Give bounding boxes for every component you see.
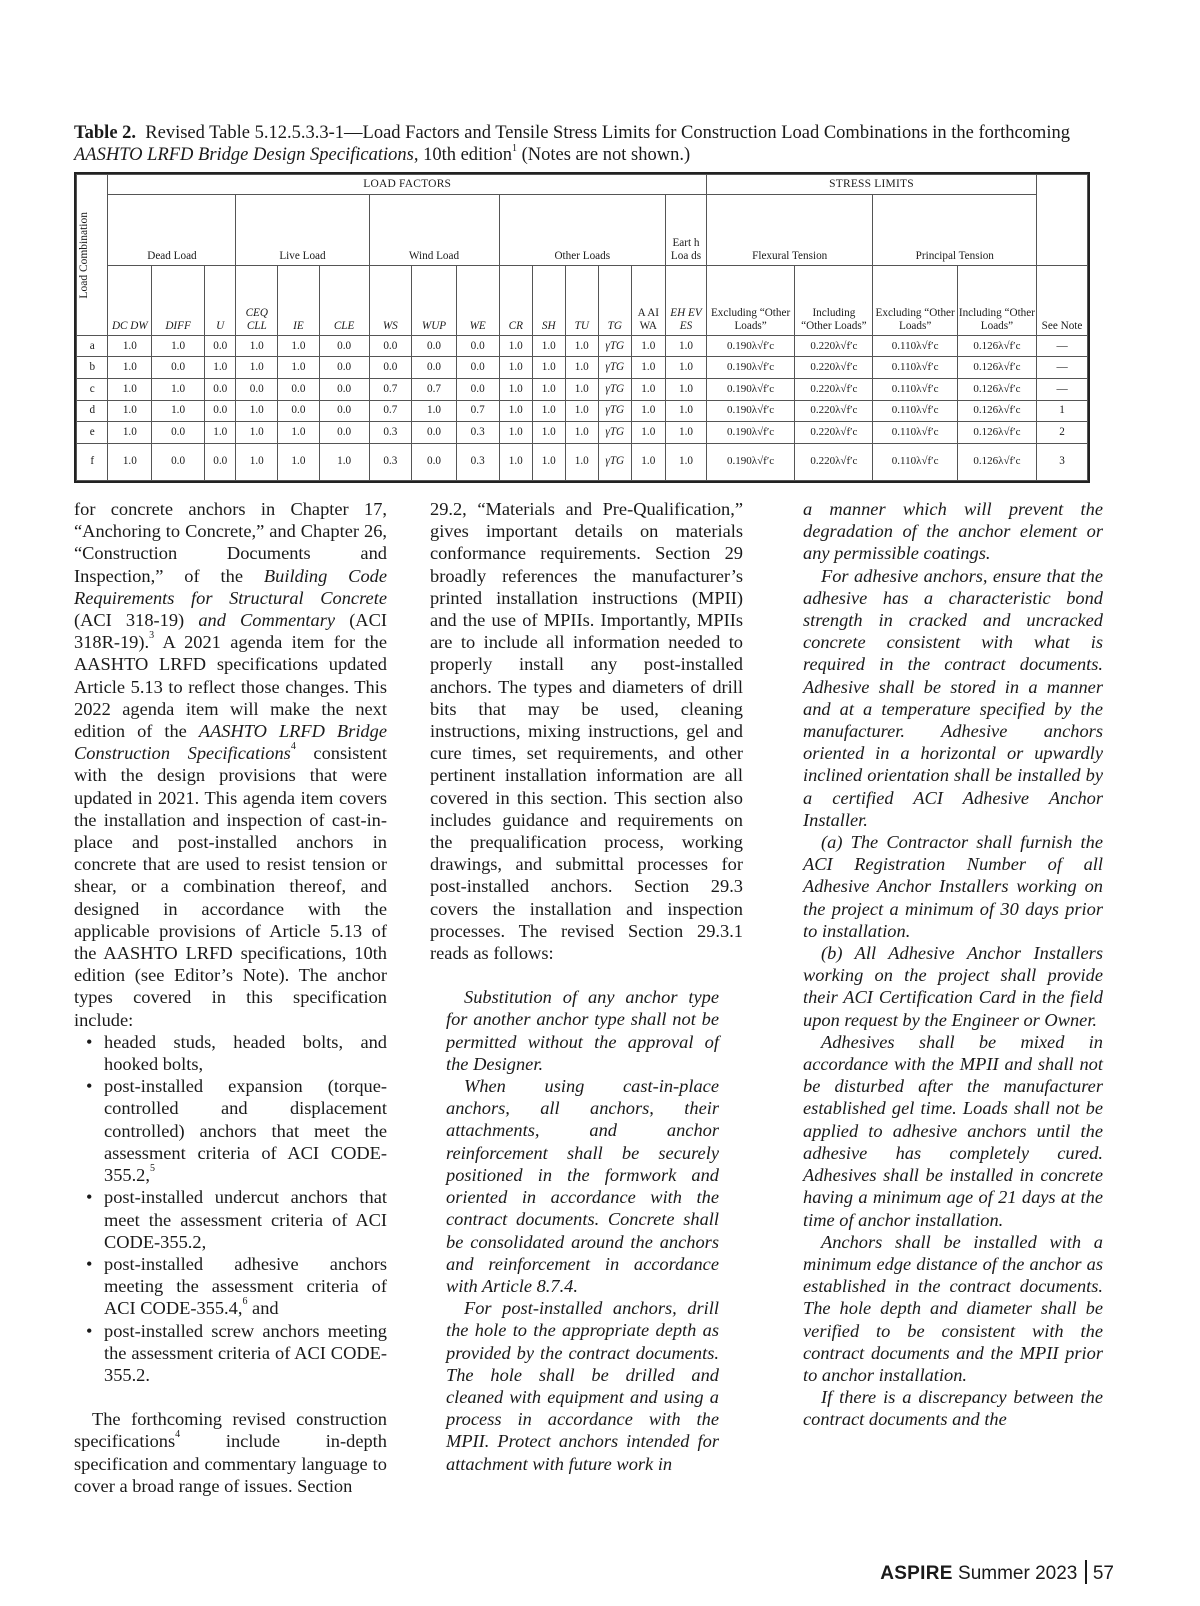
note-cell: — [1037,335,1088,357]
col2-paragraph-1: 29.2, “Materials and Pre-Qualification,” gives important details on materials conformance requirements. Section 29 broadly references the manufacturer’s printed installation instructions (MPII) and the use of MPIIs. Importantly, MPIIs are to include all information needed to properly install any post-installed anchors. The types and diameters of drill bits that may be used, cleaning instructions, mixing instructions, gel and cure times, set requirements, and other pertinent installation information are all covered in this section. This section also includes guidance and requirements on the prequalification process, working drawings, and submittal processes for post-installed anchors. Section 29.3 covers the installation and inspection processes. The revised Section 29.3.1 reads as follows: [430,499,743,964]
stress-limit-cell: 0.190λ√f′c [706,378,794,400]
caption-title: AASHTO LRFD Bridge Design Specifications [74,145,414,165]
factor-cell: 1.0 [278,357,320,379]
factor-cell: 1.0 [108,357,152,379]
principal-tension-group: Principal Tension [873,195,1037,265]
factor-cell: 0.0 [204,400,235,422]
caption-text-2: , 10th edition [413,145,512,165]
col1-p1-ref3: AASHTO LRFD Bridge Construction Specifications [74,721,387,764]
factor-cell: 1.0 [565,357,599,379]
factor-cell: 0.0 [369,357,412,379]
factor-cell: 1.0 [565,378,599,400]
factor-cell: 1.0 [666,422,707,444]
col1-p1-a: for concrete anchors in Chapter 17, “Anchoring to Concrete,” and Chapter 26, “Construction Documents and Inspection,” of the [74,499,387,586]
flexural-including-header: Including “Other Loads” [795,265,873,335]
factor-cell: 1.0 [565,400,599,422]
dead-load-group: Dead Load [108,195,236,265]
symbol-ws: WS [369,265,412,335]
factor-cell: 1.0 [565,422,599,444]
page-number: 57 [1092,1563,1114,1584]
flexural-tension-group: Flexural Tension [706,195,873,265]
factor-cell: 1.0 [631,443,666,480]
factor-cell: 1.0 [565,335,599,357]
factor-cell: 0.0 [456,335,499,357]
factor-cell: 0.0 [319,378,369,400]
text-column-1 [74,498,387,1497]
table-caption [74,122,1094,166]
anchor-types-list [86,1031,387,1386]
factor-cell: 0.7 [456,400,499,422]
earth-loads-group: Eart h Loa ds [666,195,707,265]
factor-cell: 0.0 [204,378,235,400]
note-cell: — [1037,357,1088,379]
factor-cell: 1.0 [533,378,566,400]
factor-cell: 1.0 [152,335,205,357]
stress-limit-cell: 0.110λ√f′c [873,422,957,444]
note-cell: 2 [1037,422,1088,444]
factor-cell: 1.0 [108,335,152,357]
factor-cell: γTG [599,335,632,357]
row-label: c [77,378,108,400]
footer-divider [1085,1560,1087,1584]
factor-cell: 1.0 [666,378,707,400]
stress-limit-cell: 0.220λ√f′c [795,443,873,480]
factor-cell: 0.0 [456,378,499,400]
stress-limit-cell: 0.220λ√f′c [795,422,873,444]
list-item: • post-installed expansion (torque-controlled and displacement controlled) anchors that meet the assessment criteria of ACI CODE-355.2,$^5$ [86,1075,387,1186]
factor-cell: 1.0 [499,443,533,480]
col1-p1-ref1: Building Code Requirements for Structural Concrete [74,565,388,608]
load-combination-header: Load Combination [77,175,108,336]
factor-cell: 1.0 [631,335,666,357]
factor-cell: 0.0 [278,378,320,400]
stress-limit-cell: 0.190λ√f′c [706,400,794,422]
quote-paragraph: Substitution of any anchor type for another anchor type shall not be permitted without the approval of the Designer. [446,987,719,1074]
blank-header-cell [1037,175,1088,266]
quote-paragraph: When using cast-in-place anchors, all anchors, their attachments, and anchor reinforcement shall be securely positioned in the formwork and oriented in accordance with the contract documents. Concrete shall be consolidated around the anchors and reinforcement in accordance with Article 8.7.4. [446,1076,719,1296]
factor-cell: 1.0 [108,422,152,444]
stress-limit-cell: 0.110λ√f′c [873,335,957,357]
factor-cell: 1.0 [631,422,666,444]
stress-limit-cell: 0.190λ√f′c [706,422,794,444]
factor-cell: 1.0 [204,422,235,444]
col1-paragraph-1 [74,498,387,1031]
issue-label: Summer 2023 [958,1563,1078,1584]
col1-p1-d: A 2021 agenda item for the AASHTO LRFD specifications updated Article 5.13 to reflect those changes. This 2022 agenda item will make the next edition of the [74,632,387,742]
factor-cell: 1.0 [631,400,666,422]
factor-cell: 1.0 [236,400,278,422]
factor-cell: 0.0 [152,422,205,444]
factor-cell: 1.0 [666,335,707,357]
stress-limit-cell: 0.220λ√f′c [795,400,873,422]
factor-cell: 0.0 [278,400,320,422]
col1-p1-b: (ACI 318-19) [74,610,199,631]
symbol-diff: DIFF [152,265,205,335]
footnote-4: 4 [290,741,296,753]
quote-paragraph: For adhesive anchors, ensure that the adhesive has a characteristic bond strength in cracked and uncracked concrete consistent with what is required in the contract documents. Adhesive shall be stored in a manner and at a temperature specified by the manufacturer. Adhesive anchors oriented in a horizontal or upwardly inclined orientation shall be installed by a certified ACI Adhesive Anchor Installer. [803,565,1103,830]
factor-cell: 0.3 [456,443,499,480]
factor-cell: 0.0 [369,335,412,357]
factor-cell: 1.0 [236,335,278,357]
factor-cell: γTG [599,378,632,400]
factor-cell: 1.0 [666,443,707,480]
symbol-sh: SH [533,265,566,335]
factor-cell: 1.0 [565,443,599,480]
factor-cell: 1.0 [204,357,235,379]
stress-limit-cell: 0.190λ√f′c [706,357,794,379]
col1-p1-c: (ACI 318R-19). [74,610,387,653]
factor-cell: γTG [599,400,632,422]
factor-cell: 1.0 [533,400,566,422]
factor-cell: 1.0 [108,400,152,422]
table-label: Table 2. [74,123,137,143]
factor-cell: γTG [599,357,632,379]
other-loads-group: Other Loads [499,195,666,265]
symbol-dc-dw: DC DW [108,265,152,335]
stress-limit-cell: 0.126λ√f′c [957,335,1036,357]
stress-limit-cell: 0.220λ√f′c [795,335,873,357]
symbol-we: WE [456,265,499,335]
list-item: • headed studs, headed bolts, and hooked bolts, [86,1031,387,1075]
stress-limit-cell: 0.190λ√f′c [706,335,794,357]
stress-limit-cell: 0.126λ√f′c [957,443,1036,480]
wind-load-group: Wind Load [369,195,499,265]
factor-cell: 0.0 [412,443,457,480]
factor-cell: 0.0 [236,378,278,400]
factor-cell: 0.3 [369,443,412,480]
factor-cell: 0.3 [456,422,499,444]
caption-footnote: 1 [511,143,517,154]
factor-cell: γTG [599,422,632,444]
quote-paragraph: For post-installed anchors, drill the hole to the appropriate depth as provided by the contract documents. The hole shall be drilled and cleaned with equipment and using a process in accordance with the MPII. Protect anchors intended for attachment with future work in [446,1298,719,1474]
table-row [77,443,1088,480]
quote-paragraph: If there is a discrepancy between the contract documents and the [803,1387,1103,1430]
factor-cell: 1.0 [499,357,533,379]
factor-cell: 0.0 [204,335,235,357]
quote-paragraph: Anchors shall be installed with a minimum edge distance of the anchor as established in the contract documents. The hole depth and diameter shall be verified to be consistent with the contract documents and the MPII prior to anchor installation. [803,1231,1103,1385]
factor-cell: 0.0 [412,422,457,444]
factor-cell: 0.0 [456,357,499,379]
factor-cell: 1.0 [631,378,666,400]
symbol-ceq-cll: CEQ CLL [236,265,278,335]
symbol-wup: WUP [412,265,457,335]
factor-cell: 1.0 [533,357,566,379]
table-row [77,335,1088,357]
factor-cell: 1.0 [499,400,533,422]
factor-cell: 1.0 [533,335,566,357]
see-note-header: See Note [1037,265,1088,335]
row-label: d [77,400,108,422]
factor-cell: 0.0 [152,443,205,480]
factor-cell: 1.0 [152,400,205,422]
stress-limit-cell: 0.110λ√f′c [873,357,957,379]
factor-cell: 0.0 [204,443,235,480]
row-label: a [77,335,108,357]
factor-cell: 1.0 [533,443,566,480]
load-factors-table [74,172,1090,483]
factor-cell: 1.0 [278,422,320,444]
factor-cell: 1.0 [278,335,320,357]
stress-limit-cell: 0.110λ√f′c [873,443,957,480]
table-row [77,378,1088,400]
factor-cell: 0.0 [319,335,369,357]
factor-cell: 1.0 [412,400,457,422]
symbol-cr: CR [499,265,533,335]
factor-cell: 0.7 [412,378,457,400]
col1-p1-e: consistent with the design provisions that were updated in 2021. This agenda item covers the installation and inspection of cast-in-place and post-installed anchors in concrete that are used to resist tension or shear, or a combination thereof, and designed in accordance with the applicable provisions of Article 5.13 of the AASHTO LRFD specifications, 10th edition (see Editor’s Note). The anchor types covered in this specification include: [74,743,387,1030]
stress-limit-cell: 0.126λ√f′c [957,422,1036,444]
text-column-3 [803,498,1103,1431]
factor-cell: 1.0 [278,443,320,480]
footnote-3: 3 [149,630,155,642]
factor-cell: 1.0 [631,357,666,379]
page-footer [880,1560,1114,1586]
caption-text-3: (Notes are not shown.) [516,145,691,165]
table-row [77,422,1088,444]
stress-limit-cell: 0.126λ√f′c [957,400,1036,422]
quote-paragraph: (a) The Contractor shall furnish the ACI Registration Number of all Adhesive Anchor Installers working on the project a minimum of 30 days prior to installation. [803,832,1103,941]
factor-cell: 1.0 [499,378,533,400]
factor-cell: 1.0 [108,443,152,480]
factor-cell: 0.3 [369,422,412,444]
factor-cell: 0.7 [369,378,412,400]
factor-cell: 1.0 [236,443,278,480]
specification-quote [446,986,719,1474]
stress-limit-cell: 0.110λ√f′c [873,378,957,400]
stress-limit-cell: 0.220λ√f′c [795,378,873,400]
note-cell: — [1037,378,1088,400]
symbol-ie: IE [278,265,320,335]
factor-cell: 0.0 [412,335,457,357]
principal-including-header: Including “Other Loads” [957,265,1036,335]
caption-text-1: Revised Table 5.12.5.3.3-1—Load Factors and Tensile Stress Limits for Construction Load Combinations in the forthcoming [145,123,1070,143]
list-item: • post-installed adhesive anchors meeting the assessment criteria of ACI CODE-355.4,$^6$ and [86,1253,387,1320]
stress-limit-cell: 0.126λ√f′c [957,378,1036,400]
table-row [77,400,1088,422]
factor-cell: 1.0 [319,443,369,480]
col1-paragraph-2: The forthcoming revised construction specifications$^4$ include in-depth specification and commentary language to cover a broad range of issues. Section [74,1409,387,1496]
factor-cell: 0.0 [319,400,369,422]
factor-cell: 1.0 [108,378,152,400]
symbol-u: U [204,265,235,335]
note-cell: 3 [1037,443,1088,480]
factor-cell: 1.0 [152,378,205,400]
factor-cell: 0.7 [369,400,412,422]
factor-cell: 1.0 [533,422,566,444]
factor-cell: 1.0 [236,422,278,444]
list-item: • post-installed undercut anchors that meet the assessment criteria of ACI CODE-355.2, [86,1186,387,1253]
quote-paragraph: a manner which will prevent the degradation of the anchor element or any permissible coatings. [803,499,1103,564]
symbol-tg: TG [599,265,632,335]
flexural-excluding-header: Excluding “Other Loads” [706,265,794,335]
quote-paragraph: (b) All Adhesive Anchor Installers working on the project shall provide their ACI Certification Card in the field upon request by the Engineer or Owner. [803,943,1103,1030]
factor-cell: 1.0 [499,335,533,357]
factor-cell: 1.0 [236,357,278,379]
stress-limit-cell: 0.110λ√f′c [873,400,957,422]
stress-limit-cell: 0.126λ√f′c [957,357,1036,379]
quote-paragraph: Adhesives shall be mixed in accordance with the MPII and shall not be disturbed after the manufacturer established gel time. Loads shall not be applied to adhesive anchors until the adhesive has completely cured. Adhesives shall be installed in concrete having a minimum age of 21 days at the time of anchor installation. [803,1031,1103,1230]
factor-cell: 1.0 [666,400,707,422]
row-label: f [77,443,108,480]
factor-cell: 0.0 [412,357,457,379]
table-row [77,357,1088,379]
text-column-2 [430,498,743,1475]
load-factors-header: LOAD FACTORS [108,175,706,195]
symbol-eh-ev-es: EH EV ES [666,265,707,335]
stress-limit-cell: 0.190λ√f′c [706,443,794,480]
stress-limits-header: STRESS LIMITS [706,175,1036,195]
symbol-tu: TU [565,265,599,335]
principal-excluding-header: Excluding “Other Loads” [873,265,957,335]
row-label: b [77,357,108,379]
factor-cell: 1.0 [499,422,533,444]
live-load-group: Live Load [236,195,369,265]
factor-cell: γTG [599,443,632,480]
symbol-a-ai-wa: A AI WA [631,265,666,335]
row-label: e [77,422,108,444]
factor-cell: 1.0 [666,357,707,379]
col1-p1-ref2: and Commentary [198,610,336,631]
factor-cell: 0.0 [319,357,369,379]
note-cell: 1 [1037,400,1088,422]
stress-limit-cell: 0.220λ√f′c [795,357,873,379]
list-item: • post-installed screw anchors meeting the assessment criteria of ACI CODE-355.2. [86,1320,387,1387]
factor-cell: 0.0 [152,357,205,379]
symbol-cle: CLE [319,265,369,335]
factor-cell: 0.0 [319,422,369,444]
magazine-name: ASPIRE [880,1563,953,1584]
